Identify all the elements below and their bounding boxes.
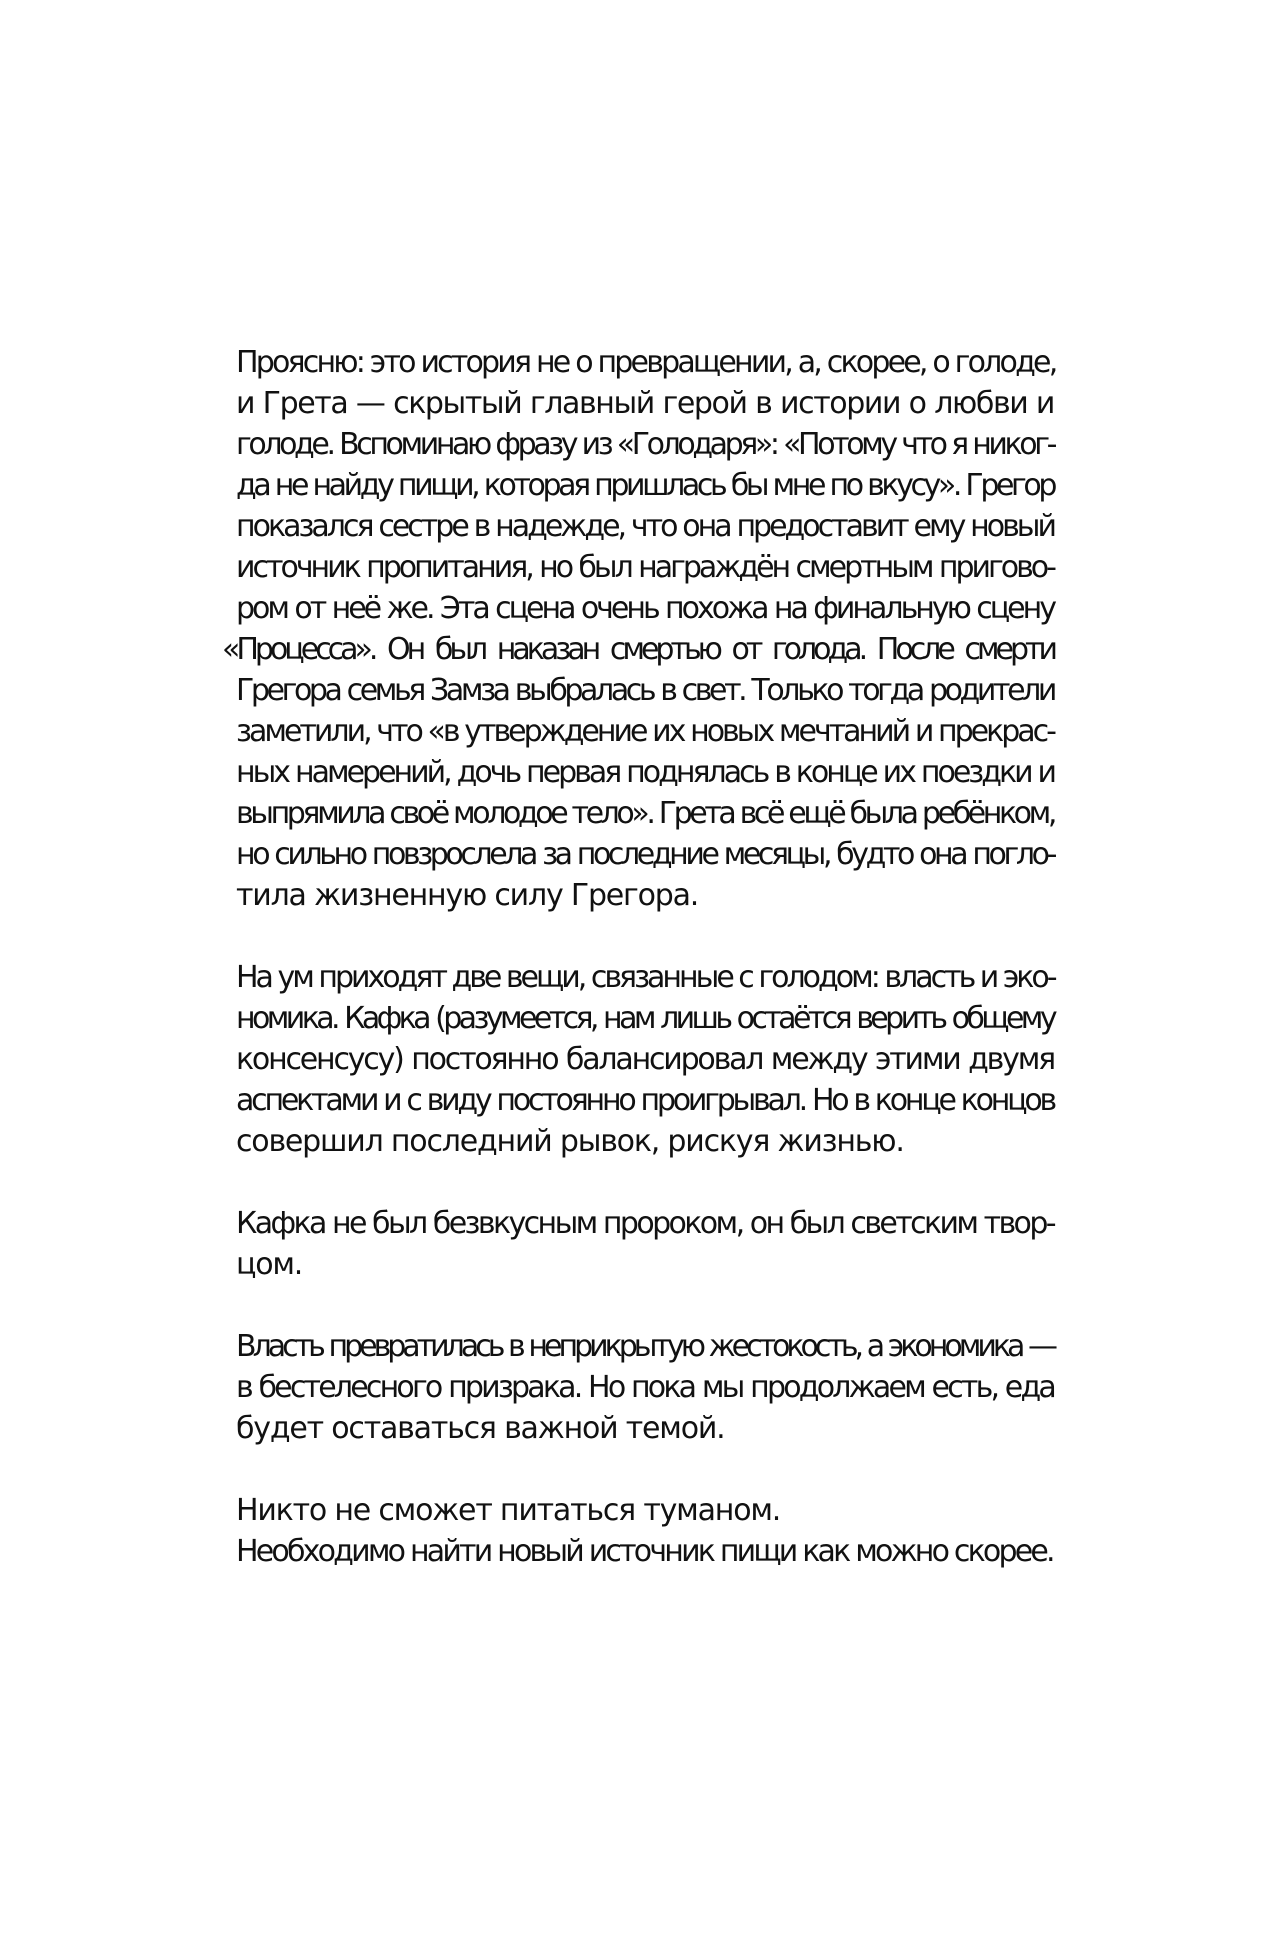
- text-line: консенсусу) постоянно балансировал между этими двумя: [236, 1042, 1054, 1077]
- text-line: аспектами и с виду постоянно проигрывал. Но в конце концов: [236, 1083, 1054, 1118]
- text-line: тила жизненную силу Грегора.: [236, 878, 699, 913]
- text-line: «Процесса». Он был наказан смертью от голода. После смерти: [222, 632, 1054, 667]
- text-line: голоде. Вспоминаю фразу из «Голодаря»: «Потому что я никог-: [236, 427, 1054, 462]
- paragraph-gap: [236, 916, 1054, 957]
- text-line: Проясню: это история не о превращении, а, скорее, о голоде,: [236, 345, 1056, 380]
- text-line: ром от неё же. Эта сцена очень похожа на финальную сцену: [236, 591, 1054, 626]
- text-line: да не найду пищи, которая пришлась бы мне по вкусу». Грегор: [236, 468, 1054, 503]
- text-line: Кафка не был безвкусным пророком, он был светским твор-: [236, 1206, 1054, 1241]
- paragraph-2: [236, 957, 1054, 1162]
- paragraph-5: [236, 1490, 1054, 1572]
- text-line: Грегора семья Замза выбралась в свет. Только тогда родители: [236, 673, 1054, 708]
- text-line: ных намерений, дочь первая поднялась в конце их поездки и: [236, 755, 1054, 790]
- text-line: в бестелесного призрака. Но пока мы продолжаем есть, еда: [236, 1370, 1054, 1405]
- text-line: номика. Кафка (разумеется, нам лишь остаётся верить общему: [236, 1001, 1054, 1036]
- text-line: показался сестре в надежде, что она предоставит ему новый: [236, 509, 1054, 544]
- text-line: Власть превратилась в неприкрытую жестокость, а экономика —: [236, 1329, 1054, 1364]
- text-line: Никто не сможет питаться туманом.: [236, 1493, 781, 1528]
- text-line: источник пропитания, но был награждён смертным пригово-: [236, 550, 1054, 585]
- text-line: На ум приходят две вещи, связанные с голодом: власть и эко-: [236, 960, 1055, 995]
- text-line: совершил последний рывок, рискуя жизнью.: [236, 1124, 904, 1159]
- text-line: цом.: [236, 1247, 303, 1282]
- paragraph-1: [222, 342, 1056, 916]
- paragraph-3: [236, 1203, 1054, 1285]
- paragraph-gap: [236, 1285, 1054, 1326]
- text-line: заметили, что «в утверждение их новых мечтаний и прекрас-: [236, 714, 1054, 749]
- text-line: выпрямила своё молодое тело». Грета всё ещё была ребёнком,: [236, 796, 1054, 831]
- page-text: [222, 342, 1056, 1572]
- text-line: Необходимо найти новый источник пищи как можно скорее.: [236, 1534, 1053, 1569]
- text-line: будет оставаться важной темой.: [236, 1411, 725, 1446]
- paragraph-4: [236, 1326, 1054, 1449]
- paragraph-gap: [236, 1449, 1054, 1490]
- text-line: и Грета — скрытый главный герой в истории о любви и: [236, 386, 1054, 421]
- paragraph-gap: [236, 1162, 1054, 1203]
- text-line: но сильно повзрослела за последние месяцы, будто она погло-: [236, 837, 1054, 872]
